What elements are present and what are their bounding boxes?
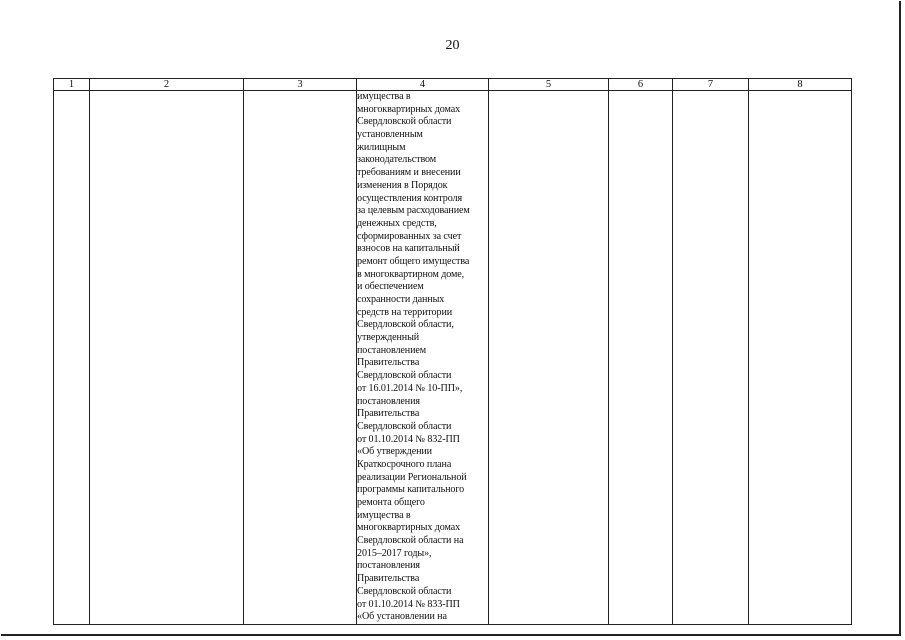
- column-header-5: 5: [489, 79, 609, 91]
- cell-text-line: «Об утверждении: [357, 446, 432, 458]
- cell-col-6: [609, 91, 673, 625]
- cell-text-line: «Об установлении на: [357, 611, 447, 623]
- cell-text-line: от 16.01.2014 № 10-ПП»,: [357, 382, 463, 394]
- column-header-1: 1: [54, 79, 90, 91]
- cell-text-line: жилищным: [357, 141, 406, 153]
- cell-col-2: [90, 91, 244, 625]
- column-header-4: 4: [357, 79, 489, 91]
- cell-text-line: изменения в Порядок: [357, 179, 448, 191]
- cell-text-line: Свердловской области на: [357, 535, 464, 547]
- cell-text-line: сохранности данных: [357, 294, 445, 305]
- cell-text-line: от 01.10.2014 № 832-ПП: [357, 433, 460, 445]
- column-header-3: 3: [244, 79, 357, 91]
- cell-text-line: Правительства: [357, 573, 420, 585]
- cell-col-5: [489, 91, 609, 625]
- cell-text-line: многоквартирных домах: [357, 522, 461, 534]
- table-header-row: [54, 79, 852, 91]
- cell-text-line: Краткосрочного плана: [357, 458, 452, 470]
- cell-text-line: взносов на капитальный: [357, 243, 460, 255]
- cell-text-line: реализации Региональной: [357, 471, 467, 483]
- cell-text-line: Правительства: [357, 408, 420, 420]
- cell-text-line: 2015–2017 годы»,: [357, 547, 432, 559]
- cell-text-line: постановления: [357, 560, 420, 572]
- cell-text-line: постановления: [357, 395, 420, 407]
- cell-text-line: осуществления контроля: [357, 192, 463, 204]
- cell-col-7: [673, 91, 749, 625]
- cell-text-line: Свердловской области: [357, 370, 452, 382]
- cell-text-line: Свердловской области: [357, 585, 452, 597]
- cell-text-line: установленным: [357, 129, 423, 141]
- table-row: [54, 91, 852, 625]
- cell-col-3: [244, 91, 357, 625]
- cell-text-line: постановлением: [357, 344, 427, 356]
- cell-text-line: законодательством: [357, 154, 437, 166]
- cell-col-1: [54, 91, 90, 625]
- cell-text-line: средств на территории: [357, 306, 453, 318]
- cell-text-line: многоквартирных домах: [357, 103, 461, 115]
- cell-text-line: Свердловской области: [357, 420, 452, 432]
- cell-text-line: ремонта общего: [357, 497, 425, 508]
- cell-col-4-text: [357, 91, 488, 624]
- cell-text-line: сформированных за счет: [357, 230, 462, 242]
- cell-text-line: Правительства: [357, 357, 420, 369]
- document-table: [53, 78, 852, 625]
- cell-text-line: программы капитального: [357, 484, 465, 496]
- cell-col-8: [749, 91, 852, 625]
- cell-text-line: требованиям и внесении: [357, 167, 461, 179]
- column-header-2: 2: [90, 79, 244, 91]
- cell-text-line: имущества в: [357, 91, 411, 102]
- cell-text-line: имущества в: [357, 509, 411, 521]
- cell-text-line: денежных средств,: [357, 217, 437, 229]
- cell-text-line: и обеспечением: [357, 281, 424, 293]
- cell-text-line: в многоквартирном доме,: [357, 268, 465, 280]
- cell-text-line: Свердловской области: [357, 116, 452, 128]
- cell-text-line: за целевым расходованием: [357, 205, 470, 217]
- column-header-6: 6: [609, 79, 673, 91]
- cell-text-line: ремонт общего имущества: [357, 255, 470, 267]
- cell-text-line: Свердловской области,: [357, 319, 454, 331]
- column-header-7: 7: [673, 79, 749, 91]
- page-number: 20: [445, 38, 460, 53]
- cell-text-line: от 01.10.2014 № 833-ПП: [357, 598, 460, 610]
- cell-text-line: утвержденный: [357, 332, 420, 344]
- column-header-8: 8: [749, 79, 852, 91]
- cell-col-4: [357, 91, 489, 625]
